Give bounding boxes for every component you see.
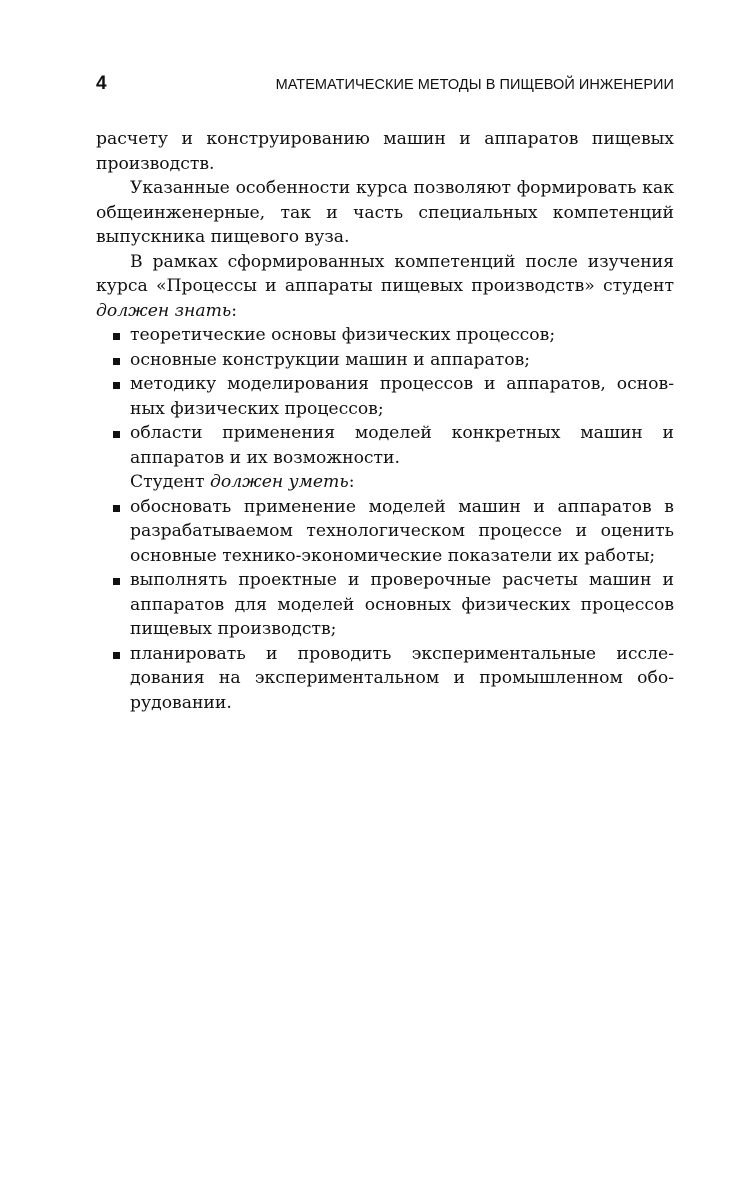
list-item (96, 372, 674, 421)
bullet-square-icon (113, 505, 120, 512)
page-number: 4 (96, 73, 107, 94)
list-item (96, 421, 674, 470)
paragraph-must-be-able-text: Студент (130, 472, 210, 492)
bullet-square-icon (113, 652, 120, 659)
paragraph-must-be-able (96, 470, 674, 495)
list-item-text: области применения моделей конкретных машин и аппаратов и их возможности. (130, 423, 674, 468)
list-item (96, 495, 674, 569)
list-item-text: основные конструкции машин и аппаратов; (130, 349, 531, 370)
emphasis-must-know: должен знать (96, 300, 232, 321)
paragraph-competencies-text: В рамках сформированных компетенций после изучения курса «Процессы и аппараты пищевых производств» студент (96, 251, 674, 296)
emphasis-must-be-able: должен уметь (209, 472, 349, 492)
must-know-list (96, 323, 674, 470)
page-header (96, 72, 674, 98)
bullet-square-icon (113, 382, 120, 389)
list-item-text: теоретические основы физических процессов; (130, 325, 556, 345)
running-title: МАТЕМАТИЧЕСКИЕ МЕТОДЫ В ПИЩЕВОЙ ИНЖЕНЕРИИ (275, 77, 674, 93)
paragraph-continuation: расчету и конструированию машин и аппаратов пищевых производств. (96, 129, 674, 174)
bullet-square-icon (113, 358, 120, 365)
list-item (96, 642, 674, 716)
list-item (96, 348, 674, 373)
list-item-text: выполнять проектные и проверочные расчеты машин и аппаратов для моделей основных физических процессов пищевых производств; (130, 570, 674, 639)
must-be-able-list (96, 495, 674, 716)
list-item-text: планировать и проводить экспериментальные исследования на экспериментальном и промышленном оборудовании. (130, 643, 674, 713)
bullet-square-icon (113, 578, 120, 585)
paragraph-course-features: Указанные особенности курса позволяют формировать как общеинженерные, так и часть специальных компетенций выпускника пищевого вуза. (96, 178, 674, 247)
list-item-text: методику моделирования процессов и аппаратов, основных физических процессов; (130, 374, 674, 419)
paragraph-must-be-able-tail: : (348, 472, 355, 492)
body-text (96, 127, 674, 715)
list-item (96, 568, 674, 642)
paragraph-competencies-tail: : (231, 300, 238, 321)
bullet-square-icon (113, 431, 120, 438)
paragraph-competencies (96, 250, 674, 324)
list-item-text: обосновать применение моделей машин и аппаратов в разрабатываемом технологическом процессе и оценить основные технико-экономические показатели их работы; (130, 496, 674, 566)
bullet-square-icon (113, 333, 120, 340)
list-item (96, 323, 674, 348)
